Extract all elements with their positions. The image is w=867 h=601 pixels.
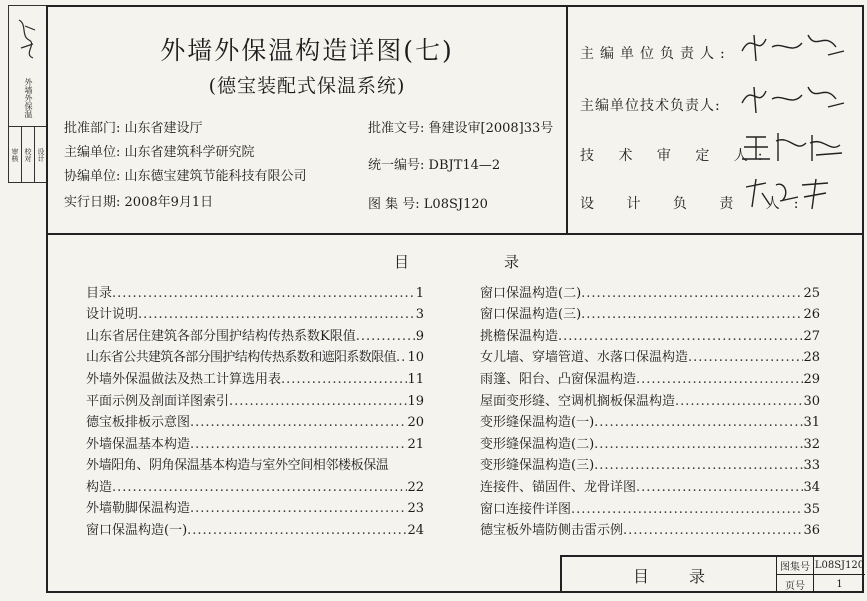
sidebar-cell-design: 设计 <box>37 148 45 162</box>
toc-item[interactable] <box>86 387 424 409</box>
title-block <box>560 555 864 593</box>
resp-design <box>580 193 813 213</box>
toc-item-page: 23 <box>407 501 424 517</box>
toc-item[interactable] <box>480 495 820 517</box>
toc-item-title: 外墙勒脚保温构造 <box>86 501 191 517</box>
approval-doc-value: 鲁建设审[2008]33号 <box>428 121 554 136</box>
toc-item-page: 20 <box>407 415 424 431</box>
signature-design <box>732 171 852 215</box>
toc-item-title: 外墙阳角、阴角保温基本构造与室外空间相邻楼板保温 <box>86 458 389 474</box>
toc-item[interactable] <box>480 430 820 452</box>
resp-tech <box>580 95 721 115</box>
toc-item-title: 窗口连接件详图 <box>480 501 572 517</box>
toc-leader <box>112 480 407 495</box>
toc-item-title: 山东省居住建筑各部分围护结构传热系数K限值 <box>86 328 356 344</box>
toc-item-title: 德宝板排板示意图 <box>86 415 191 431</box>
approval-doc <box>368 117 553 136</box>
toc-item[interactable] <box>480 473 820 495</box>
header-divider <box>48 233 862 235</box>
toc-item[interactable] <box>480 409 820 431</box>
chief-editor-label: 主编单位: <box>64 145 121 160</box>
toc-leader <box>281 372 407 387</box>
toc-leader <box>190 415 407 430</box>
toc-leader <box>229 394 407 409</box>
effective-date-label: 实行日期: <box>64 195 121 210</box>
toc-item-page: 34 <box>803 479 820 495</box>
toc-item-page: 21 <box>407 436 424 452</box>
toc-item[interactable] <box>480 365 820 387</box>
toc-leader <box>571 502 803 517</box>
toc-item-page: 26 <box>803 307 820 323</box>
toc-title-left: 目 <box>394 253 410 271</box>
resp-chief-unit-label: 主编单位负责人: <box>580 46 731 62</box>
toc-item-title: 雨篷、阳台、凸窗保温构造 <box>480 371 637 387</box>
outer-frame <box>46 5 864 593</box>
toc-left-column <box>86 279 424 538</box>
toc-item[interactable] <box>480 322 820 344</box>
toc-item[interactable] <box>86 279 424 301</box>
toc-leader <box>396 350 407 365</box>
toc-leader <box>138 307 416 322</box>
toc-item-title: 外墙保温基本构造 <box>86 436 191 452</box>
toc-item-title: 窗口保温构造(二) <box>480 285 582 301</box>
toc-item[interactable] <box>86 495 424 517</box>
toc-item[interactable] <box>480 279 820 301</box>
toc-item[interactable] <box>86 452 424 495</box>
toc-item[interactable] <box>480 452 820 474</box>
signature-tech <box>732 73 852 117</box>
sidebar-cell-check: 校对 <box>22 127 35 183</box>
co-editor-label: 协编单位: <box>64 169 121 184</box>
toc-item[interactable] <box>86 301 424 323</box>
effective-date <box>64 191 213 210</box>
toc-leader <box>581 307 803 322</box>
toc-item[interactable] <box>86 516 424 538</box>
toc-item-page: 28 <box>803 350 820 366</box>
approval-dept <box>64 117 203 136</box>
toc-leader <box>190 437 407 452</box>
toc-item-title: 平面示例及剖面详图索引 <box>86 393 230 409</box>
toc-right-column <box>480 279 820 538</box>
toc-item-title: 窗口保温构造(三) <box>480 307 582 323</box>
title-block-atlas-value: L08SJ120 <box>814 560 865 571</box>
toc-item-page: 3 <box>415 307 424 323</box>
toc-leader <box>594 437 803 452</box>
resp-chief-unit <box>580 43 731 63</box>
toc-item[interactable] <box>86 365 424 387</box>
toc-item-page: 22 <box>407 479 424 495</box>
toc-item[interactable] <box>86 322 424 344</box>
toc-leader <box>636 372 803 387</box>
toc-item-page: 30 <box>803 393 820 409</box>
toc-item-page: 31 <box>803 415 820 431</box>
sidebar-cells <box>9 126 47 183</box>
toc-item-page: 10 <box>407 350 424 366</box>
toc-item-page: 36 <box>803 523 820 539</box>
toc-item-title: 变形缝保温构造(二) <box>480 436 595 452</box>
toc-item-title: 女儿墙、穿墙管道、水落口保温构造 <box>480 350 689 366</box>
toc-item-page: 19 <box>407 393 424 409</box>
toc-item-page: 27 <box>803 328 820 344</box>
atlas-no-label: 图 集 号: <box>368 197 420 212</box>
page-subtitle: (德宝装配式保温系统) <box>208 75 406 97</box>
toc-item[interactable] <box>86 409 424 431</box>
toc-item[interactable] <box>480 344 820 366</box>
toc-item-page: 32 <box>803 436 820 452</box>
chief-editor-value: 山东省建筑科学研究院 <box>124 145 255 160</box>
title-block-page-label: 页号 <box>777 575 814 593</box>
toc-leader <box>636 480 803 495</box>
toc-leader <box>558 329 803 344</box>
atlas-no <box>368 193 488 212</box>
chief-editor <box>64 141 255 160</box>
header-responsible <box>566 7 864 233</box>
signature-review <box>732 123 852 167</box>
atlas-no-value: L08SJ120 <box>423 197 488 212</box>
toc-leader <box>190 501 407 516</box>
toc-item-title: 变形缝保温构造(三) <box>480 458 595 474</box>
approval-dept-value: 山东省建设厅 <box>124 121 203 136</box>
toc-item[interactable] <box>480 301 820 323</box>
header-left <box>48 7 566 233</box>
toc-item-title-cont: 构造 <box>86 479 113 495</box>
toc-item-page: 33 <box>803 458 820 474</box>
toc-leader <box>356 329 416 344</box>
toc-leader <box>688 350 803 365</box>
toc-item-page: 25 <box>803 285 820 301</box>
toc-leader <box>581 286 803 301</box>
title-block-grid <box>776 557 865 593</box>
co-editor <box>64 165 307 184</box>
sidebar-label: 外墙外保温 <box>24 78 33 118</box>
toc-item[interactable] <box>86 430 424 452</box>
unified-no-label: 统一编号: <box>368 158 425 173</box>
toc-item-title: 德宝板外墙防侧击雷示例 <box>480 523 624 539</box>
toc-item-page: 24 <box>407 522 424 538</box>
approval-doc-label: 批准文号: <box>368 121 425 136</box>
toc-item-page: 29 <box>803 371 820 387</box>
toc-item[interactable] <box>480 387 820 409</box>
sidebar-signature <box>13 14 41 74</box>
toc-item-title: 山东省公共建筑各部分围护结构传热系数和遮阳系数限值 <box>86 350 397 366</box>
unified-no <box>368 154 500 173</box>
toc-item-page: 11 <box>407 371 424 387</box>
resp-tech-label: 主编单位技术负责人: <box>580 98 721 114</box>
toc-leader <box>594 458 803 473</box>
unified-no-value: DBJT14—2 <box>428 158 501 173</box>
signature-chief-unit <box>732 21 852 65</box>
toc-leader <box>112 286 416 301</box>
sidebar-strip <box>8 5 48 183</box>
toc-item-title: 连接件、锚固件、龙骨详图 <box>480 479 637 495</box>
title-block-name: 目录 <box>632 566 745 586</box>
toc-leader <box>675 394 803 409</box>
toc-item-title: 目录 <box>86 285 113 301</box>
toc-item-page: 1 <box>415 285 424 301</box>
effective-date-value: 2008年9月1日 <box>124 195 214 210</box>
approval-dept-label: 批准部门: <box>64 121 121 136</box>
sidebar-cell-review: 审核 <box>9 127 22 183</box>
toc-item-page: 9 <box>415 328 424 344</box>
toc-leader <box>623 523 803 538</box>
toc-item-title: 窗口保温构造(一) <box>86 522 188 538</box>
resp-design-label: 设 计 负 责 人: <box>580 196 813 212</box>
toc-item-title: 挑檐保温构造 <box>480 328 559 344</box>
resp-review-label: 技 术 审 定 人: <box>580 148 773 164</box>
toc-item-title: 外墙外保温做法及热工计算选用表 <box>86 371 282 387</box>
page-title: 外墙外保温构造详图(七) <box>160 36 454 65</box>
toc-item-title: 屋面变形缝、空调机搁板保温构造 <box>480 393 676 409</box>
toc-item-title: 设计说明 <box>86 307 139 323</box>
toc-leader <box>187 523 407 538</box>
toc-title-right: 录 <box>504 253 520 271</box>
toc-item[interactable] <box>86 344 424 366</box>
title-block-atlas-label: 图集号 <box>777 557 814 574</box>
co-editor-value: 山东德宝建筑节能科技有限公司 <box>124 169 307 184</box>
toc-leader <box>594 415 803 430</box>
toc-item[interactable] <box>480 517 820 539</box>
resp-review <box>580 145 773 165</box>
toc-item-page: 35 <box>803 501 820 517</box>
toc-item-title: 变形缝保温构造(一) <box>480 415 595 431</box>
title-block-page-value: 1 <box>836 578 843 590</box>
